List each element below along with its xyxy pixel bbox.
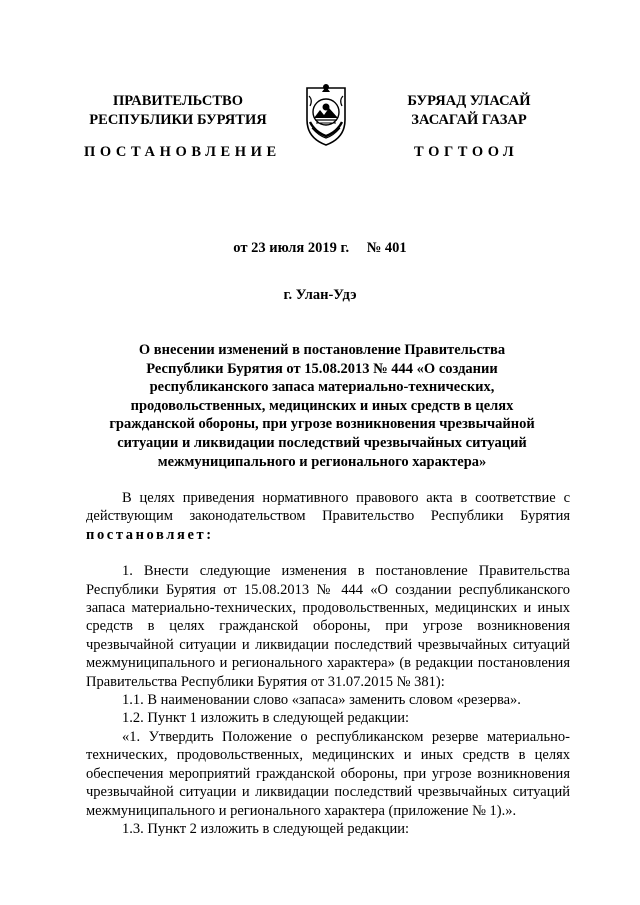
title-line: Республики Бурятия от 15.08.2013 № 444 «О создании (146, 360, 498, 377)
clause-1-2: 1.2. Пункт 1 изложить в следующей редакции: (122, 710, 410, 727)
document-number: № 401 (366, 240, 407, 256)
clause-1-3: 1.3. Пункт 2 изложить в следующей редакции: (122, 820, 410, 837)
coat-of-arms-icon (301, 82, 351, 148)
clause-1: 1. Внести следующие изменения в постановление Правительства Республики Бурятия от 15.08.2013 № 444 «О создании республиканского запаса материально-технических, продовольственных, медицинских и иных средств в целях гражданской обороны, при угрозе возникновения чрезвычайной ситуации и ликвидации последствий чрезвычайных ситуаций межмуниципального и регионального характера» (в редакции постановления Правительства Республики Бурятия от 31.07.2015 № 381): (86, 563, 570, 690)
title-line: ситуации и ликвидации последствий чрезвычайных ситуаций (117, 434, 527, 451)
title-line: О внесении изменений в постановление Правительства (138, 342, 506, 358)
government-name-line2: РЕСПУБЛИКИ БУРЯТИЯ (89, 112, 267, 128)
government-name-buryat (376, 92, 562, 130)
clause-1-1: 1.1. В наименовании слово «запаса» заменить словом «резерва». (122, 692, 521, 709)
clause-1-2-quote: «1. Утвердить Положение о республиканском резерве материально-технических, продовольственных, медицинских и иных средств в целях обеспечения мероприятий гражданской обороны, при угрозе возникновения чрезвычайной ситуации и ликвидации последствий чрезвычайных ситуаций межмуниципального и регионального характера (приложение № 1).». (86, 728, 570, 819)
document-title (104, 341, 540, 471)
government-name-line1: ПРАВИТЕЛЬСТВО (113, 93, 243, 109)
title-line: продовольственных, медицинских и иных средств в целях (130, 397, 514, 414)
decree-keyword: постановляет: (86, 526, 214, 543)
doc-type-russian: ПОСТАНОВЛЕНИЕ (84, 144, 281, 160)
doc-type-buryat: ТОГТООЛ (414, 144, 519, 160)
preamble-paragraph (86, 489, 570, 544)
government-name-russian (80, 92, 276, 130)
title-line: гражданской обороны, при угрозе возникновения чрезвычайной (109, 416, 535, 433)
document-date: от 23 июля 2019 г. (233, 240, 350, 256)
preamble-text: В целях приведения нормативного правового акта в соответствие с действующим законодательством Правительство Республики Бурятия (86, 490, 570, 525)
document-city: г. Улан-Удэ (283, 287, 357, 303)
title-line: республиканского запаса материально-технических, (149, 379, 495, 396)
document-date-number (0, 240, 640, 257)
government-name-buryat-line2: ЗАСАГАЙ ГАЗАР (411, 112, 527, 128)
title-line: межмуниципального и регионального характера» (157, 453, 487, 470)
government-name-buryat-line1: БУРЯАД УЛАСАЙ (407, 93, 531, 109)
document-body (86, 489, 570, 838)
